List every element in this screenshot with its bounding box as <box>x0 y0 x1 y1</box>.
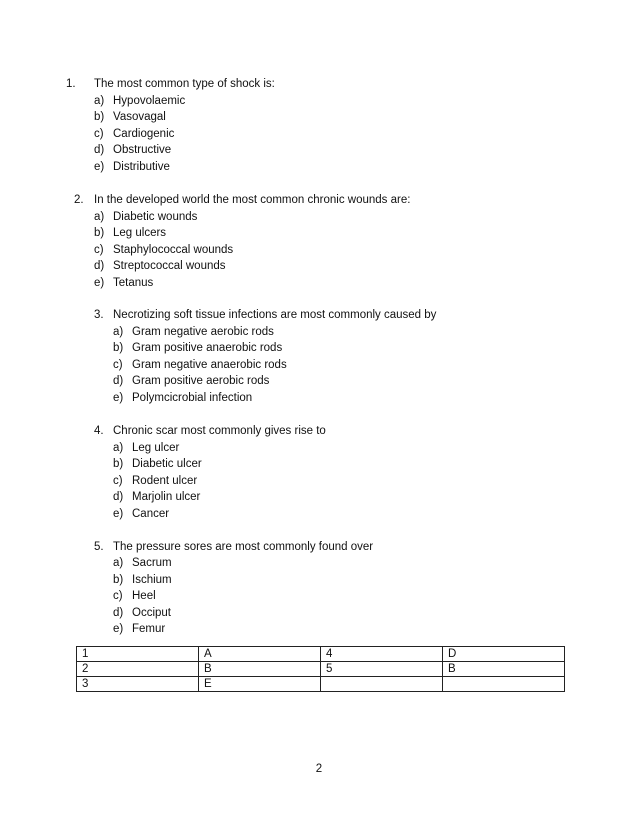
option-letter: c) <box>113 590 123 602</box>
question-number: 2. <box>74 194 84 206</box>
option-text: Diabetic wounds <box>113 211 198 223</box>
option-text: Streptococcal wounds <box>113 260 226 272</box>
option-letter: a) <box>113 326 124 338</box>
option-letter: a) <box>113 557 124 569</box>
option-letter: a) <box>113 442 124 454</box>
option-letter: e) <box>113 623 124 635</box>
question-text: In the developed world the most common chronic wounds are: <box>94 194 411 206</box>
question-number: 5. <box>94 541 104 553</box>
option-letter: d) <box>94 260 105 272</box>
table-cell <box>321 677 443 692</box>
table-cell: D <box>443 647 565 662</box>
option-text: Gram negative anaerobic rods <box>132 359 287 371</box>
table-cell: B <box>443 662 565 677</box>
option-letter: c) <box>113 359 123 371</box>
option-text: Heel <box>132 590 156 602</box>
table-cell: E <box>199 677 321 692</box>
option-text: Sacrum <box>132 557 172 569</box>
table-cell: 3 <box>77 677 199 692</box>
option-text: Tetanus <box>113 277 154 289</box>
option-text: Leg ulcers <box>113 227 167 239</box>
table-row <box>77 677 565 692</box>
option-letter: a) <box>94 211 105 223</box>
option-text: Gram positive anaerobic rods <box>132 342 283 354</box>
option-letter: c) <box>113 475 123 487</box>
option-letter: b) <box>113 574 124 586</box>
question-text: The pressure sores are most commonly found over <box>113 541 374 553</box>
option-text: Leg ulcer <box>132 442 180 454</box>
option-text: Hypovolaemic <box>113 95 186 107</box>
option-letter: c) <box>94 244 104 256</box>
option-letter: b) <box>94 227 105 239</box>
option-letter: d) <box>94 144 105 156</box>
question-number: 3. <box>94 309 104 321</box>
option-text: Cancer <box>132 508 170 520</box>
option-letter: d) <box>113 491 124 503</box>
table-cell <box>443 677 565 692</box>
question-number: 4. <box>94 425 104 437</box>
question-text: Chronic scar most commonly gives rise to <box>113 425 326 437</box>
option-text: Rodent ulcer <box>132 475 198 487</box>
option-text: Femur <box>132 623 166 635</box>
table-cell: 1 <box>77 647 199 662</box>
option-letter: e) <box>94 161 105 173</box>
option-text: Marjolin ulcer <box>132 491 201 503</box>
option-text: Ischium <box>132 574 172 586</box>
option-text: Vasovagal <box>113 111 166 123</box>
option-letter: b) <box>94 111 105 123</box>
table-cell: 5 <box>321 662 443 677</box>
option-letter: d) <box>113 375 124 387</box>
table-cell: 2 <box>77 662 199 677</box>
option-letter: c) <box>94 128 104 140</box>
option-text: Occiput <box>132 607 171 619</box>
option-text: Staphylococcal wounds <box>113 244 234 256</box>
option-text: Cardiogenic <box>113 128 175 140</box>
question-number: 1. <box>66 78 76 90</box>
option-text: Obstructive <box>113 144 172 156</box>
option-letter: e) <box>113 392 124 404</box>
table-cell: B <box>199 662 321 677</box>
option-letter: b) <box>113 342 124 354</box>
option-text: Polymcicrobial infection <box>132 392 253 404</box>
page-number: 2 <box>315 763 323 775</box>
option-text: Diabetic ulcer <box>132 458 202 470</box>
table-cell: A <box>199 647 321 662</box>
table-row <box>77 647 565 662</box>
answer-table <box>76 646 565 692</box>
option-letter: e) <box>94 277 105 289</box>
option-text: Distributive <box>113 161 170 173</box>
option-letter: b) <box>113 458 124 470</box>
question-text: Necrotizing soft tissue infections are most commonly caused by <box>113 309 437 321</box>
option-letter: d) <box>113 607 124 619</box>
option-text: Gram positive aerobic rods <box>132 375 270 387</box>
table-cell: 4 <box>321 647 443 662</box>
question-text: The most common type of shock is: <box>94 78 275 90</box>
table-row <box>77 662 565 677</box>
option-letter: e) <box>113 508 124 520</box>
option-text: Gram negative aerobic rods <box>132 326 274 338</box>
option-letter: a) <box>94 95 105 107</box>
